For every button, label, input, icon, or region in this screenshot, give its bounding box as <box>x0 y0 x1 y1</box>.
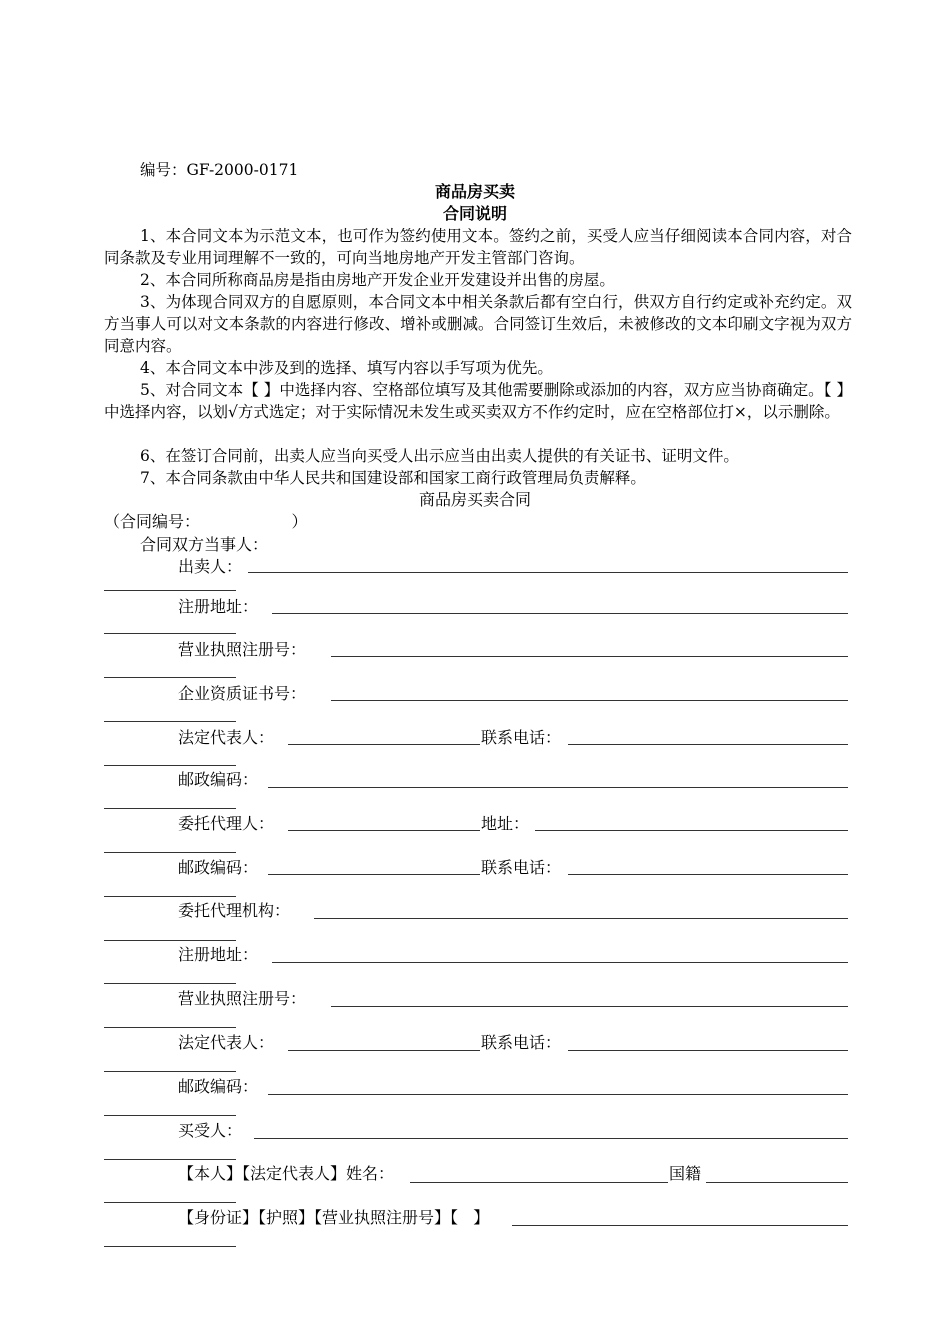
doc-title-line1: 商品房买卖 <box>434 182 515 201</box>
continuation-line <box>104 1027 236 1028</box>
continuation-line <box>104 633 236 634</box>
buyer-input[interactable] <box>254 1138 848 1139</box>
license-no-label: 营业执照注册号： <box>178 640 307 659</box>
license-no-input[interactable] <box>331 656 848 657</box>
seller-input[interactable] <box>248 572 848 573</box>
continuation-line <box>104 590 236 591</box>
phone3-input[interactable] <box>568 1050 848 1051</box>
continuation-line <box>104 1071 236 1072</box>
reg-address2-label: 注册地址： <box>178 945 259 964</box>
legal-rep-input[interactable] <box>288 744 480 745</box>
continuation-line <box>104 852 236 853</box>
continuation-line <box>104 983 236 984</box>
postcode2-label: 邮政编码： <box>178 858 259 877</box>
postcode-input[interactable] <box>268 787 848 788</box>
reg-address-input[interactable] <box>272 613 848 614</box>
agent-label: 委托代理人： <box>178 814 275 833</box>
continuation-line <box>104 1246 236 1247</box>
continuation-line <box>104 1115 236 1116</box>
legal-rep2-label: 法定代表人： <box>178 1033 275 1052</box>
contract-title: 商品房买卖合同 <box>418 490 531 509</box>
qualification-input[interactable] <box>331 700 848 701</box>
reg-address2-input[interactable] <box>272 962 848 963</box>
phone2-input[interactable] <box>568 874 848 875</box>
agency-input[interactable] <box>314 918 848 919</box>
instruction-2: 2、本合同所称商品房是指由房地产开发企业开发建设并出售的房屋。 <box>140 271 615 289</box>
buyer-label: 买受人： <box>178 1121 243 1140</box>
person-name-label: 【本人】【法定代表人】姓名： <box>178 1164 395 1183</box>
person-name-input[interactable] <box>410 1182 668 1183</box>
nationality-label: 国籍 <box>669 1164 702 1183</box>
parties-heading: 合同双方当事人： <box>140 535 269 554</box>
doc-title-line2: 合同说明 <box>442 204 507 223</box>
continuation-line <box>104 721 236 722</box>
nationality-input[interactable] <box>706 1182 848 1183</box>
legal-rep2-input[interactable] <box>288 1050 480 1051</box>
phone2-label: 联系电话： <box>481 858 562 877</box>
address-label: 地址： <box>481 814 530 833</box>
postcode2-input[interactable] <box>268 874 480 875</box>
agent-input[interactable] <box>288 830 480 831</box>
qualification-label: 企业资质证书号： <box>178 684 307 703</box>
instruction-7: 7、本合同条款由中华人民共和国建设部和国家工商行政管理局负责解释。 <box>140 469 646 487</box>
agency-label: 委托代理机构： <box>178 901 291 920</box>
continuation-line <box>104 940 236 941</box>
id-type-label[interactable]: 【身份证】【护照】【营业执照注册号】【 】 <box>178 1208 490 1227</box>
instruction-1: 1、本合同文本为示范文本，也可作为签约使用文本。签约之前，买受人应当仔细阅读本合同内容，对合同条款及专业用词理解不一致的，可向当地房地产开发主管部门咨询。 <box>104 227 852 267</box>
phone3-label: 联系电话： <box>481 1033 562 1052</box>
id-number-input[interactable] <box>512 1225 848 1226</box>
instruction-3: 3、为体现合同双方的自愿原则，本合同文本中相关条款后都有空白行，供双方自行约定或补充约定。双方当事人可以对文本条款的内容进行修改、增补或删减。合同签订生效后，未被修改的文本印刷文字视为双方同意内容。 <box>104 293 852 355</box>
doc-number: 编号：GF-2000-0171 <box>140 161 299 179</box>
continuation-line <box>104 808 236 809</box>
continuation-line <box>104 765 236 766</box>
continuation-line <box>104 896 236 897</box>
postcode3-label: 邮政编码： <box>178 1077 259 1096</box>
seller-label: 出卖人： <box>178 557 243 576</box>
contract-number[interactable]: （合同编号： ） <box>104 512 308 531</box>
license-no2-input[interactable] <box>331 1006 848 1007</box>
instruction-4: 4、本合同文本中涉及到的选择、填写内容以手写项为优先。 <box>140 359 553 377</box>
phone-input[interactable] <box>568 744 848 745</box>
license-no2-label: 营业执照注册号： <box>178 989 307 1008</box>
postcode-label: 邮政编码： <box>178 770 259 789</box>
continuation-line <box>104 1202 236 1203</box>
legal-rep-label: 法定代表人： <box>178 728 275 747</box>
instruction-6: 6、在签订合同前，出卖人应当向买受人出示应当由出卖人提供的有关证书、证明文件。 <box>140 447 739 465</box>
continuation-line <box>104 677 236 678</box>
reg-address-label: 注册地址： <box>178 597 259 616</box>
postcode3-input[interactable] <box>268 1094 848 1095</box>
continuation-line <box>104 1159 236 1160</box>
address-input[interactable] <box>535 830 848 831</box>
phone-label: 联系电话： <box>481 728 562 747</box>
instruction-5: 5、对合同文本【 】中选择内容、空格部位填写及其他需要删除或添加的内容，双方应当协商确定。【 】中选择内容，以划√方式选定；对于实际情况未发生或买卖双方不作约定时，应在空格部位打×，以示删除。 <box>104 381 852 421</box>
